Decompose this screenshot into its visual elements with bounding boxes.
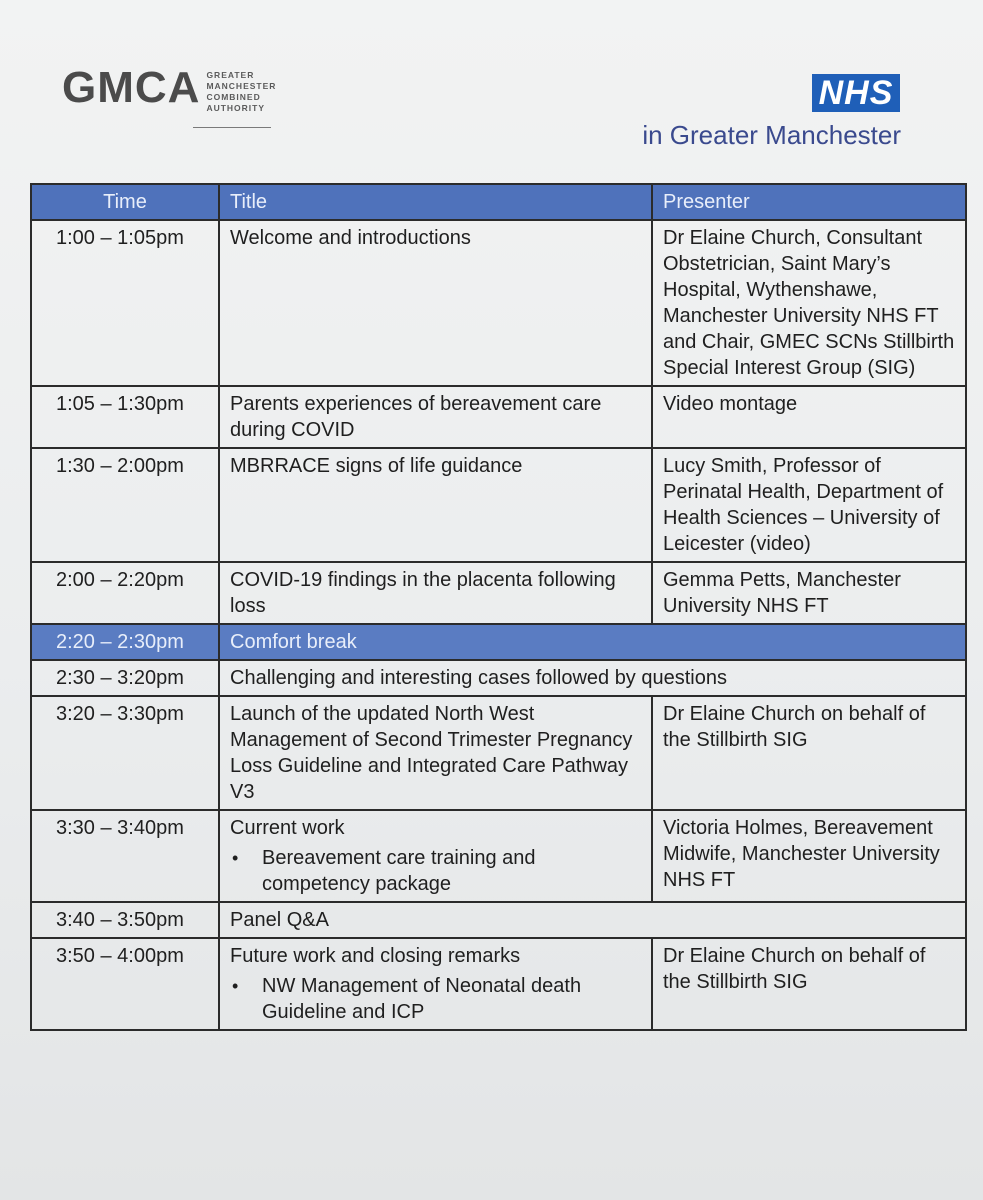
agenda-bullet-list xyxy=(230,973,641,1025)
agenda-row xyxy=(31,220,966,386)
agenda-row xyxy=(31,938,966,1030)
gmca-logo-subtitle xyxy=(206,70,276,114)
agenda-title: COVID-19 findings in the placenta following loss xyxy=(219,562,652,624)
agenda-bullet-item: • NW Management of Neonatal death Guideline and ICP xyxy=(230,973,641,1025)
agenda-row xyxy=(31,696,966,810)
gmca-sub-line: MANCHESTER xyxy=(206,81,277,91)
agenda-presenter: Gemma Petts, Manchester University NHS FT xyxy=(652,562,966,624)
agenda-title-cell xyxy=(219,938,652,1030)
agenda-row xyxy=(31,902,966,938)
agenda-title: Current work xyxy=(230,817,345,839)
agenda-title: Future work and closing remarks xyxy=(230,945,521,967)
agenda-row xyxy=(31,660,966,696)
header-time: Time xyxy=(31,184,219,220)
agenda-time: 1:30 – 2:00pm xyxy=(31,448,219,562)
agenda-presenter: Victoria Holmes, Bereavement Midwife, Manchester University NHS FT xyxy=(652,810,966,902)
gmca-logo xyxy=(62,63,277,114)
agenda-header-row xyxy=(31,184,966,220)
agenda-presenter: Dr Elaine Church on behalf of the Stillbirth SIG xyxy=(652,938,966,1030)
agenda-table xyxy=(30,183,967,1031)
agenda-presenter: Dr Elaine Church, Consultant Obstetrician, Saint Mary’s Hospital, Wythenshawe, Manchester University NHS FT and Chair, GMEC SCNs Stillbirth Special Interest Group (SIG) xyxy=(652,220,966,386)
agenda-row xyxy=(31,448,966,562)
agenda-presenter: Lucy Smith, Professor of Perinatal Health, Department of Health Sciences – University of Leicester (video) xyxy=(652,448,966,562)
agenda-title: Challenging and interesting cases followed by questions xyxy=(219,660,966,696)
agenda-presenter: Dr Elaine Church on behalf of the Stillbirth SIG xyxy=(652,696,966,810)
agenda-title: Parents experiences of bereavement care during COVID xyxy=(219,386,652,448)
agenda-row xyxy=(31,810,966,902)
agenda-time: 3:20 – 3:30pm xyxy=(31,696,219,810)
gmca-sub-line: AUTHORITY xyxy=(206,103,266,113)
agenda-title: Panel Q&A xyxy=(219,902,966,938)
agenda-time: 2:00 – 2:20pm xyxy=(31,562,219,624)
agenda-presenter: Video montage xyxy=(652,386,966,448)
gmca-sub-line: COMBINED xyxy=(206,92,261,102)
agenda-bullet-list xyxy=(230,845,641,897)
header-presenter: Presenter xyxy=(652,184,966,220)
agenda-row xyxy=(31,386,966,448)
agenda-time: 1:00 – 1:05pm xyxy=(31,220,219,386)
agenda-time: 3:30 – 3:40pm xyxy=(31,810,219,902)
agenda-time: 3:40 – 3:50pm xyxy=(31,902,219,938)
agenda-row-break xyxy=(31,624,966,660)
gmca-logo-rule xyxy=(193,127,271,128)
agenda-title: Welcome and introductions xyxy=(219,220,652,386)
agenda-time: 2:20 – 2:30pm xyxy=(31,624,219,660)
agenda-title: MBRRACE signs of life guidance xyxy=(219,448,652,562)
gmca-sub-line: GREATER xyxy=(206,70,255,80)
header-title: Title xyxy=(219,184,652,220)
agenda-title: Comfort break xyxy=(219,624,966,660)
agenda-time: 2:30 – 3:20pm xyxy=(31,660,219,696)
agenda-row xyxy=(31,562,966,624)
agenda-title: Launch of the updated North West Management of Second Trimester Pregnancy Loss Guideline and Integrated Care Pathway V3 xyxy=(219,696,652,810)
gmca-logo-mark: GMCA xyxy=(62,63,201,112)
agenda-bullet-item: • Bereavement care training and competency package xyxy=(230,845,641,897)
nhs-logo-badge: NHS xyxy=(812,74,900,112)
agenda-time: 1:05 – 1:30pm xyxy=(31,386,219,448)
nhs-logo-subtitle: in Greater Manchester xyxy=(642,120,901,150)
agenda-title-cell xyxy=(219,810,652,902)
agenda-time: 3:50 – 4:00pm xyxy=(31,938,219,1030)
